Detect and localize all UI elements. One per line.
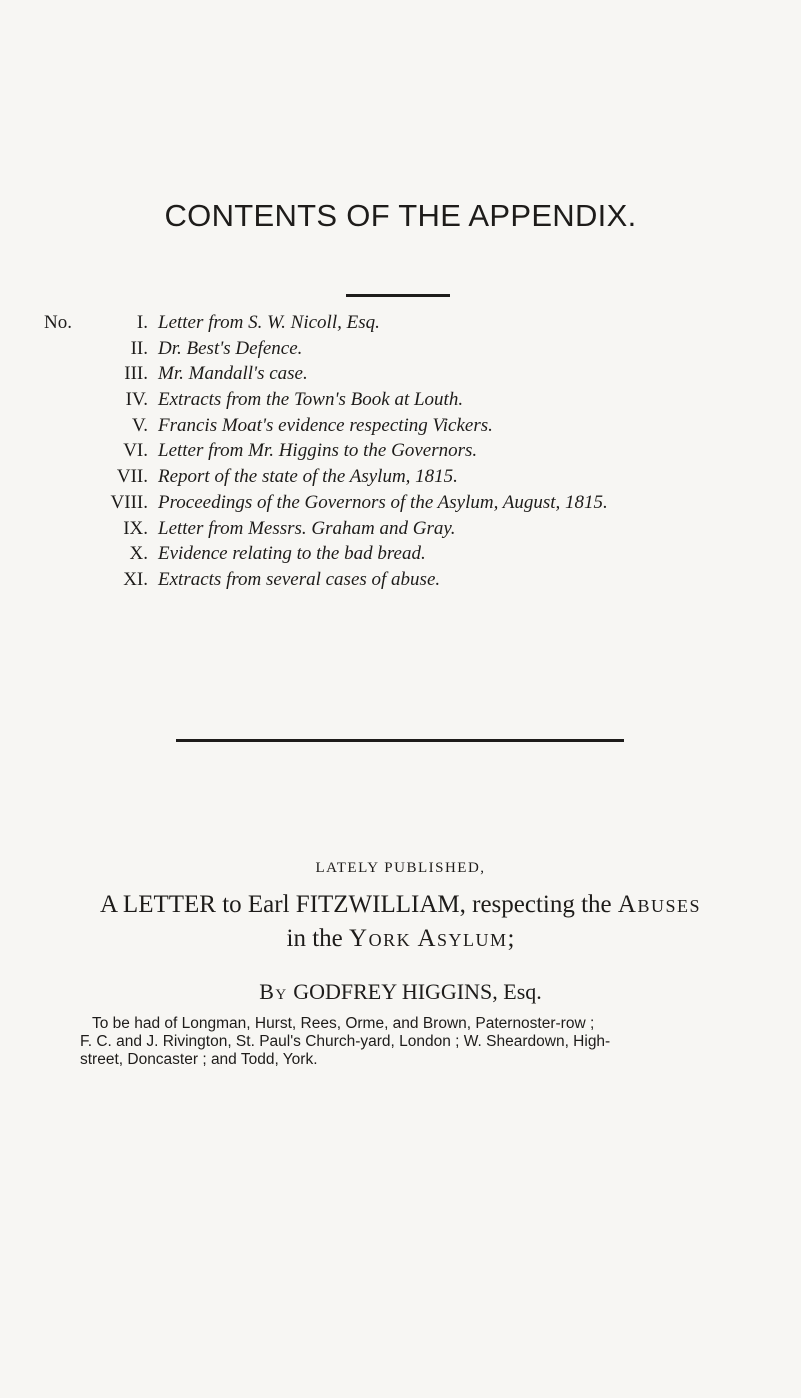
- appendix-contents-list: [44, 310, 780, 593]
- appendix-entry: [100, 490, 780, 516]
- book-title-abuses: Abuses: [617, 891, 701, 918]
- appendix-entry: [100, 413, 780, 439]
- entry-prefix: No.: [44, 312, 72, 333]
- book-title-york-asylum: York Asylum: [349, 925, 508, 952]
- appendix-entry: [100, 438, 780, 464]
- entry-title: Mr. Mandall's case.: [158, 363, 308, 385]
- entry-number: VII.: [116, 466, 148, 488]
- entry-title: Letter from Messrs. Graham and Gray.: [158, 517, 456, 539]
- title-divider: [346, 294, 450, 297]
- author-name: GODFREY HIGGINS, Esq.: [293, 979, 542, 1004]
- book-title-line-2: [0, 922, 801, 956]
- appendix-entry: [100, 336, 780, 362]
- entry-title: Proceedings of the Governors of the Asylum, August, 1815.: [158, 491, 608, 513]
- book-title-lead: A LETTER to Earl FITZWILLIAM, respecting the: [100, 891, 612, 918]
- entry-title: Report of the state of the Asylum, 1815.: [158, 466, 458, 488]
- entry-number: II.: [130, 337, 148, 359]
- appendix-entry: [100, 387, 780, 413]
- entry-title: Letter from Mr. Higgins to the Governors.: [158, 440, 478, 462]
- entry-number: XI.: [123, 568, 148, 590]
- entry-number: IV.: [125, 389, 148, 411]
- entry-number: X.: [129, 543, 148, 565]
- imprint-line: To be had of Longman, Hurst, Rees, Orme, and Brown, Paternoster-row ;: [92, 1015, 595, 1032]
- page-title: CONTENTS OF THE APPENDIX.: [164, 198, 637, 233]
- entry-title: Dr. Best's Defence.: [158, 337, 303, 359]
- appendix-entry: [100, 361, 780, 387]
- imprint-paragraph: [80, 1015, 770, 1069]
- lately-published-heading: LATELY PUBLISHED,: [315, 860, 486, 876]
- author-line: [0, 977, 801, 1007]
- imprint-line: F. C. and J. Rivington, St. Paul's Church-yard, London ; W. Sheardown, High-: [80, 1033, 611, 1050]
- book-title-in-the: in the: [286, 925, 343, 952]
- author-by: By: [259, 979, 288, 1004]
- section-divider: [176, 739, 624, 742]
- appendix-entry: [100, 464, 780, 490]
- entry-title: Extracts from the Town's Book at Louth.: [158, 389, 464, 411]
- book-title-line-1: [0, 888, 801, 922]
- imprint-line: street, Doncaster ; and Todd, York.: [80, 1051, 318, 1068]
- entry-number: VIII.: [110, 491, 148, 513]
- entry-title: Extracts from several cases of abuse.: [158, 568, 441, 590]
- entry-number: III.: [124, 363, 148, 385]
- entry-title: Evidence relating to the bad bread.: [158, 543, 426, 565]
- advertised-book-title: [0, 888, 801, 956]
- entry-title: Letter from S. W. Nicoll, Esq.: [158, 312, 380, 333]
- appendix-entry: [100, 567, 780, 593]
- entry-title: Francis Moat's evidence respecting Vickers.: [158, 414, 493, 436]
- entry-number: I.: [136, 312, 148, 333]
- entry-number: V.: [131, 414, 148, 436]
- entry-number: IX.: [123, 517, 148, 539]
- appendix-entry: [100, 516, 780, 542]
- appendix-entry: [100, 541, 780, 567]
- book-title-semicolon: ;: [507, 925, 515, 952]
- entry-number: VI.: [123, 440, 148, 462]
- appendix-entry: [44, 310, 780, 336]
